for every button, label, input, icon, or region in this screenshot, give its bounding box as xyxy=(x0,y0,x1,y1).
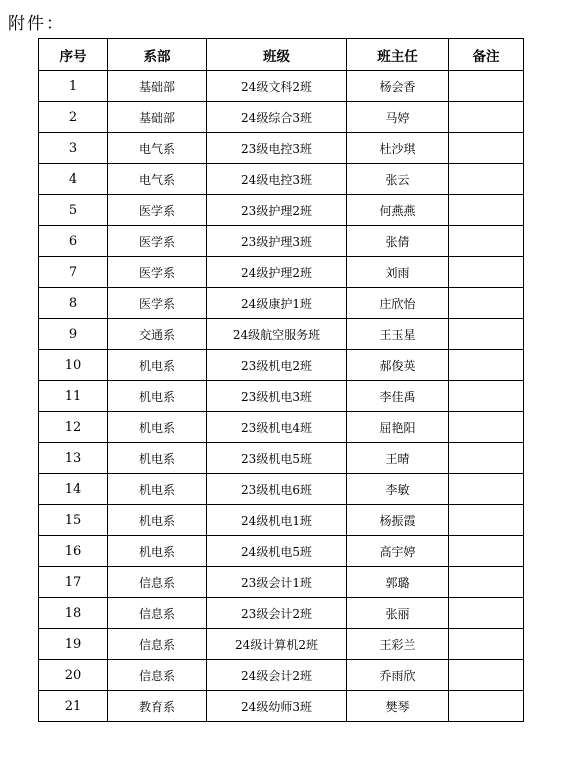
head-teacher-cell: 张丽 xyxy=(347,598,449,629)
table-row xyxy=(39,195,524,226)
class-cell: 24级计算机2班 xyxy=(207,629,347,660)
head-teacher-cell: 庄欣怡 xyxy=(347,288,449,319)
department-cell: 机电系 xyxy=(108,412,207,443)
serial-number-cell: 4 xyxy=(39,164,108,195)
class-cell: 23级会计1班 xyxy=(207,567,347,598)
remarks-cell xyxy=(449,133,524,164)
serial-number-cell: 17 xyxy=(39,567,108,598)
serial-number-cell: 10 xyxy=(39,350,108,381)
remarks-cell xyxy=(449,691,524,722)
class-cell: 23级机电2班 xyxy=(207,350,347,381)
table-row xyxy=(39,536,524,567)
class-cell: 24级文科2班 xyxy=(207,71,347,102)
department-cell: 医学系 xyxy=(108,257,207,288)
head-teacher-cell: 王玉星 xyxy=(347,319,449,350)
head-teacher-cell: 李佳禹 xyxy=(347,381,449,412)
table-row xyxy=(39,412,524,443)
remarks-cell xyxy=(449,102,524,133)
table-row xyxy=(39,474,524,505)
class-cell: 23级会计2班 xyxy=(207,598,347,629)
serial-number-cell: 20 xyxy=(39,660,108,691)
class-cell: 24级康护1班 xyxy=(207,288,347,319)
department-cell: 电气系 xyxy=(108,133,207,164)
table-row xyxy=(39,598,524,629)
remarks-cell xyxy=(449,660,524,691)
head-teacher-cell: 李敏 xyxy=(347,474,449,505)
department-cell: 基础部 xyxy=(108,102,207,133)
header-row xyxy=(39,39,524,71)
table-row xyxy=(39,164,524,195)
class-cell: 24级航空服务班 xyxy=(207,319,347,350)
table-row xyxy=(39,288,524,319)
remarks-cell xyxy=(449,567,524,598)
head-teacher-cell: 高宇婷 xyxy=(347,536,449,567)
serial-number-cell: 11 xyxy=(39,381,108,412)
head-teacher-cell: 王晴 xyxy=(347,443,449,474)
serial-number-cell: 15 xyxy=(39,505,108,536)
head-teacher-cell: 屈艳阳 xyxy=(347,412,449,443)
department-cell: 医学系 xyxy=(108,226,207,257)
head-teacher-cell: 马婷 xyxy=(347,102,449,133)
serial-number-cell: 12 xyxy=(39,412,108,443)
table-row xyxy=(39,350,524,381)
remarks-cell xyxy=(449,598,524,629)
serial-number-cell: 21 xyxy=(39,691,108,722)
table-row xyxy=(39,691,524,722)
header-department: 系部 xyxy=(108,39,207,71)
class-cell: 24级护理2班 xyxy=(207,257,347,288)
remarks-cell xyxy=(449,474,524,505)
remarks-cell xyxy=(449,288,524,319)
department-cell: 机电系 xyxy=(108,474,207,505)
head-teacher-cell: 樊琴 xyxy=(347,691,449,722)
head-teacher-cell: 郝俊英 xyxy=(347,350,449,381)
attachment-label: 附件： xyxy=(8,14,65,34)
remarks-cell xyxy=(449,319,524,350)
class-cell: 23级护理3班 xyxy=(207,226,347,257)
department-cell: 信息系 xyxy=(108,598,207,629)
table-row xyxy=(39,443,524,474)
serial-number-cell: 19 xyxy=(39,629,108,660)
table-row xyxy=(39,660,524,691)
table-row xyxy=(39,133,524,164)
class-cell: 24级机电1班 xyxy=(207,505,347,536)
table-row xyxy=(39,102,524,133)
department-cell: 机电系 xyxy=(108,350,207,381)
remarks-cell xyxy=(449,505,524,536)
head-teacher-cell: 张云 xyxy=(347,164,449,195)
remarks-cell xyxy=(449,226,524,257)
class-cell: 24级机电5班 xyxy=(207,536,347,567)
head-teacher-cell: 杨振霞 xyxy=(347,505,449,536)
table-header xyxy=(39,39,524,71)
table-row xyxy=(39,567,524,598)
table-row xyxy=(39,226,524,257)
remarks-cell xyxy=(449,350,524,381)
serial-number-cell: 9 xyxy=(39,319,108,350)
serial-number-cell: 2 xyxy=(39,102,108,133)
class-cell: 23级护理2班 xyxy=(207,195,347,226)
class-cell: 24级会计2班 xyxy=(207,660,347,691)
class-cell: 24级电控3班 xyxy=(207,164,347,195)
header-remarks: 备注 xyxy=(449,39,524,71)
department-cell: 教育系 xyxy=(108,691,207,722)
class-cell: 23级机电4班 xyxy=(207,412,347,443)
remarks-cell xyxy=(449,164,524,195)
class-cell: 23级机电6班 xyxy=(207,474,347,505)
head-teacher-cell: 张倩 xyxy=(347,226,449,257)
department-cell: 机电系 xyxy=(108,536,207,567)
head-teacher-cell: 王彩兰 xyxy=(347,629,449,660)
remarks-cell xyxy=(449,412,524,443)
serial-number-cell: 6 xyxy=(39,226,108,257)
remarks-cell xyxy=(449,443,524,474)
remarks-cell xyxy=(449,381,524,412)
class-cell: 23级机电3班 xyxy=(207,381,347,412)
head-teacher-cell: 何燕燕 xyxy=(347,195,449,226)
serial-number-cell: 8 xyxy=(39,288,108,319)
header-class: 班级 xyxy=(207,39,347,71)
class-cell: 24级幼师3班 xyxy=(207,691,347,722)
department-cell: 信息系 xyxy=(108,660,207,691)
class-teacher-table xyxy=(38,38,524,722)
department-cell: 机电系 xyxy=(108,381,207,412)
department-cell: 信息系 xyxy=(108,629,207,660)
table-row xyxy=(39,505,524,536)
head-teacher-cell: 乔雨欣 xyxy=(347,660,449,691)
remarks-cell xyxy=(449,536,524,567)
department-cell: 医学系 xyxy=(108,288,207,319)
remarks-cell xyxy=(449,629,524,660)
table-row xyxy=(39,381,524,412)
department-cell: 机电系 xyxy=(108,505,207,536)
class-cell: 23级电控3班 xyxy=(207,133,347,164)
table-row xyxy=(39,71,524,102)
department-cell: 医学系 xyxy=(108,195,207,226)
department-cell: 交通系 xyxy=(108,319,207,350)
department-cell: 信息系 xyxy=(108,567,207,598)
serial-number-cell: 5 xyxy=(39,195,108,226)
serial-number-cell: 18 xyxy=(39,598,108,629)
class-cell: 24级综合3班 xyxy=(207,102,347,133)
table-row xyxy=(39,629,524,660)
serial-number-cell: 7 xyxy=(39,257,108,288)
header-head-teacher: 班主任 xyxy=(347,39,449,71)
remarks-cell xyxy=(449,71,524,102)
serial-number-cell: 14 xyxy=(39,474,108,505)
serial-number-cell: 13 xyxy=(39,443,108,474)
remarks-cell xyxy=(449,195,524,226)
department-cell: 机电系 xyxy=(108,443,207,474)
class-cell: 23级机电5班 xyxy=(207,443,347,474)
serial-number-cell: 16 xyxy=(39,536,108,567)
table-row xyxy=(39,319,524,350)
head-teacher-cell: 郭璐 xyxy=(347,567,449,598)
serial-number-cell: 3 xyxy=(39,133,108,164)
header-serial-number: 序号 xyxy=(39,39,108,71)
head-teacher-cell: 杜沙琪 xyxy=(347,133,449,164)
department-cell: 基础部 xyxy=(108,71,207,102)
head-teacher-cell: 刘雨 xyxy=(347,257,449,288)
table-row xyxy=(39,257,524,288)
head-teacher-cell: 杨会香 xyxy=(347,71,449,102)
department-cell: 电气系 xyxy=(108,164,207,195)
table-body xyxy=(39,71,524,722)
serial-number-cell: 1 xyxy=(39,71,108,102)
remarks-cell xyxy=(449,257,524,288)
